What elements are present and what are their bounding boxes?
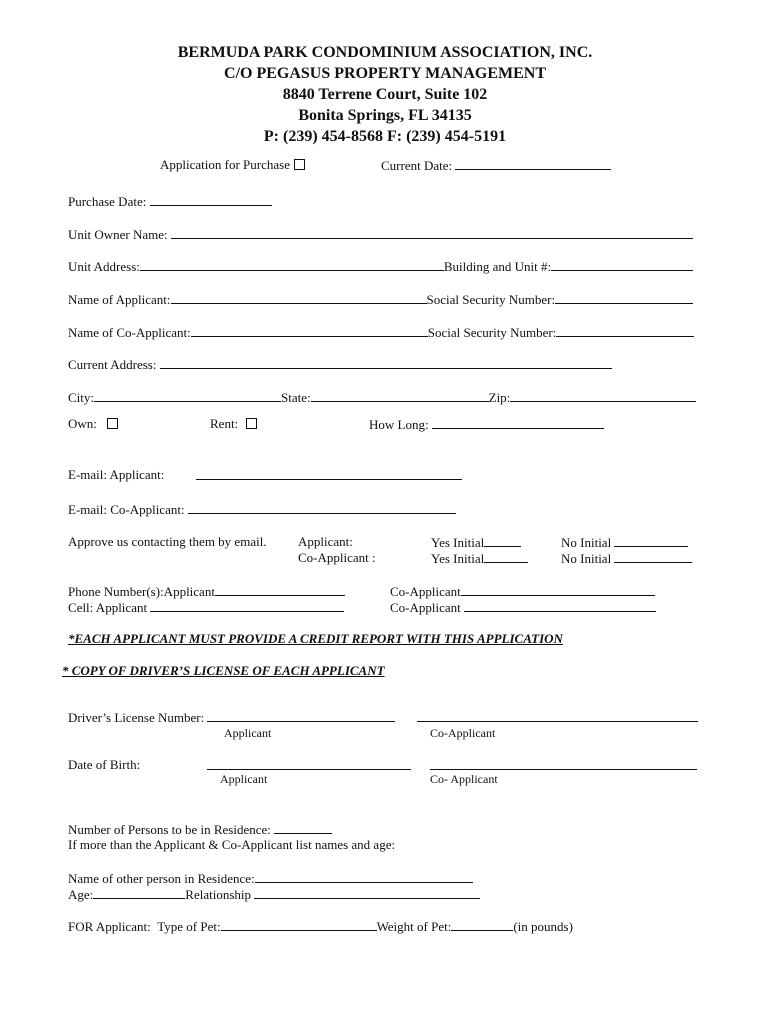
application-for-purchase-label: Application for Purchase	[160, 157, 290, 172]
no-initial-applicant-field[interactable]	[614, 534, 688, 547]
approve-email-label: Approve us contacting them by email.	[68, 534, 267, 549]
persons-residence-field[interactable]	[274, 821, 332, 834]
in-pounds-label: (in pounds)	[513, 919, 573, 934]
applicant-name-label: Name of Applicant:	[68, 292, 171, 307]
co-applicant-name-label: Name of Co-Applicant:	[68, 325, 191, 340]
building-unit-field[interactable]	[551, 258, 693, 271]
current-address-label: Current Address:	[68, 357, 157, 372]
unit-owner-label: Unit Owner Name:	[68, 227, 168, 242]
persons-residence-label: Number of Persons to be in Residence:	[68, 822, 271, 837]
age-label: Age:	[68, 887, 94, 902]
management-name: C/O PEGASUS PROPERTY MANAGEMENT	[224, 65, 546, 82]
more-than-label: If more than the Applicant & Co-Applicant list names and age:	[68, 837, 396, 852]
applicant-name-row	[68, 291, 693, 308]
association-name: BERMUDA PARK CONDOMINIUM ASSOCIATION, INC.	[177, 44, 593, 61]
approve-co-applicant-label: Co-Applicant :	[298, 550, 376, 565]
street-address: 8840 Terrene Court, Suite 102	[282, 86, 488, 103]
pet-row	[68, 918, 573, 935]
zip-field[interactable]	[510, 389, 696, 402]
cell-applicant-field[interactable]	[150, 599, 344, 612]
no-initial-label: No Initial	[561, 551, 612, 566]
email-co-applicant-field[interactable]	[188, 501, 456, 514]
current-address-field[interactable]	[160, 356, 612, 369]
approve-applicant-label: Applicant:	[298, 534, 353, 549]
email-applicant-label: E-mail: Applicant:	[68, 467, 165, 482]
no-initial-co-applicant-field[interactable]	[614, 550, 692, 563]
drivers-license-notice: * COPY OF DRIVER’S LICENSE OF EACH APPLICANT	[62, 663, 385, 678]
other-person-field[interactable]	[255, 870, 473, 883]
cell-co-applicant-row	[390, 599, 656, 616]
weight-of-pet-field[interactable]	[451, 918, 513, 931]
dl-applicant-field[interactable]	[207, 709, 395, 722]
credit-report-notice: *EACH APPLICANT MUST PROVIDE A CREDIT REPORT WITH THIS APPLICATION	[68, 631, 563, 646]
purchase-checkbox[interactable]	[294, 159, 305, 170]
weight-of-pet-label: Weight of Pet:	[376, 919, 452, 934]
drivers-license-label: Driver’s License Number:	[68, 710, 205, 725]
unit-owner-row	[68, 226, 693, 243]
cell-applicant-label: Cell: Applicant	[68, 600, 148, 615]
phone-applicant-label: Phone Number(s):Applicant	[68, 584, 215, 599]
city-state-zip: Bonita Springs, FL 34135	[298, 107, 472, 124]
email-co-applicant-row	[68, 501, 456, 518]
ssn-field[interactable]	[555, 291, 693, 304]
letterhead	[0, 42, 770, 147]
dob-label: Date of Birth:	[68, 757, 141, 772]
cell-co-applicant-label: Co-Applicant	[390, 600, 461, 615]
building-unit-label: Building and Unit #:	[443, 259, 552, 274]
yes-initial-label: Yes Initial	[431, 551, 485, 566]
persons-residence-row	[68, 821, 332, 838]
dob-co-applicant-caption: Co- Applicant	[430, 772, 498, 786]
yes-initial-label: Yes Initial	[431, 535, 485, 550]
email-applicant-field[interactable]	[196, 467, 462, 480]
applicant-name-field[interactable]	[171, 291, 427, 304]
city-label: City:	[68, 390, 95, 405]
other-person-row	[68, 870, 473, 887]
purchase-date-row	[68, 193, 272, 210]
current-date-field[interactable]	[455, 157, 611, 170]
state-field[interactable]	[311, 389, 489, 402]
age-relationship-row	[68, 886, 480, 903]
own-label: Own:	[68, 416, 97, 431]
how-long-row	[369, 416, 604, 433]
unit-address-row	[68, 258, 693, 275]
no-initial-co-applicant	[561, 550, 692, 567]
dl-co-applicant-caption: Co-Applicant	[430, 726, 496, 740]
other-person-label: Name of other person in Residence:	[68, 871, 255, 886]
no-initial-label: No Initial	[561, 535, 612, 550]
phone-co-applicant-label: Co-Applicant	[390, 584, 461, 599]
dl-co-applicant-field[interactable]	[417, 709, 698, 722]
current-address-row	[68, 356, 612, 373]
cell-co-applicant-field[interactable]	[464, 599, 656, 612]
email-applicant-row	[196, 467, 462, 484]
phone-co-applicant-field[interactable]	[461, 583, 655, 596]
yes-initial-applicant	[431, 534, 521, 551]
application-for-purchase	[160, 157, 305, 173]
cell-applicant-row	[68, 599, 344, 616]
co-applicant-name-field[interactable]	[191, 324, 428, 337]
city-field[interactable]	[94, 389, 281, 402]
type-of-pet-field[interactable]	[221, 918, 377, 931]
current-date-row	[381, 157, 611, 174]
dob-applicant-caption: Applicant	[220, 772, 268, 786]
state-label: State:	[281, 390, 311, 405]
rent-checkbox[interactable]	[246, 418, 257, 429]
no-initial-applicant	[561, 534, 688, 551]
rent-label: Rent:	[210, 416, 239, 431]
ssn-label: Social Security Number:	[426, 292, 556, 307]
unit-address-field[interactable]	[140, 258, 444, 271]
co-ssn-field[interactable]	[556, 324, 694, 337]
phone-applicant-field[interactable]	[215, 583, 345, 596]
drivers-license-row	[68, 709, 395, 726]
own-checkbox[interactable]	[107, 418, 118, 429]
how-long-field[interactable]	[432, 416, 604, 429]
purchase-date-label: Purchase Date:	[68, 194, 147, 209]
email-co-applicant-label: E-mail: Co-Applicant:	[68, 502, 185, 517]
dob-applicant-field[interactable]	[207, 757, 411, 770]
relationship-label: Relationship	[185, 887, 251, 902]
age-field[interactable]	[93, 886, 185, 899]
relationship-field[interactable]	[254, 886, 480, 899]
city-state-zip-row	[68, 389, 696, 406]
yes-initial-co-applicant	[431, 550, 528, 567]
dl-applicant-caption: Applicant	[224, 726, 272, 740]
co-ssn-label: Social Security Number:	[427, 325, 557, 340]
own-row	[68, 416, 118, 432]
yes-initial-co-applicant-field[interactable]	[484, 550, 528, 563]
type-of-pet-label: Type of Pet:	[157, 919, 221, 934]
yes-initial-applicant-field[interactable]	[484, 534, 521, 547]
unit-address-label: Unit Address:	[68, 259, 140, 274]
dob-co-applicant-field[interactable]	[430, 757, 697, 770]
co-applicant-name-row	[68, 324, 694, 341]
phone-fax: P: (239) 454-8568 F: (239) 454-5191	[263, 128, 507, 145]
unit-owner-field[interactable]	[171, 226, 693, 239]
purchase-date-field[interactable]	[150, 193, 272, 206]
phone-applicant-row	[68, 583, 345, 600]
zip-label: Zip:	[488, 390, 511, 405]
current-date-label: Current Date:	[381, 158, 453, 173]
for-applicant-label: FOR Applicant:	[68, 919, 151, 934]
rent-row	[210, 416, 257, 432]
phone-co-applicant-row	[390, 583, 655, 600]
how-long-label: How Long:	[369, 417, 429, 432]
dl-co-applicant-row	[417, 709, 698, 726]
